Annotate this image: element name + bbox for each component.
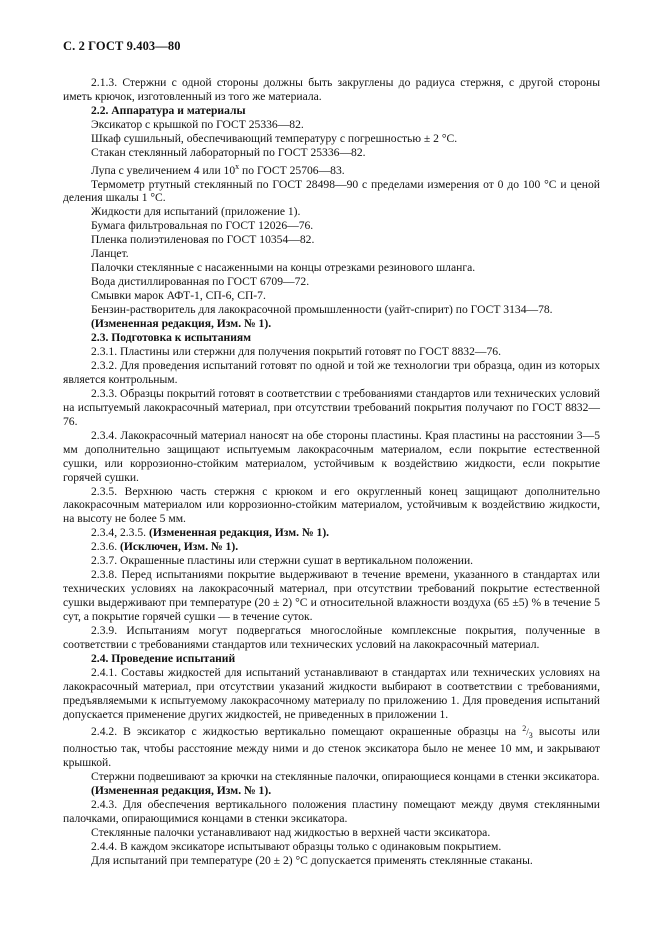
list-item: Термометр ртутный стеклянный по ГОСТ 28498—90 с пределами измерения от 0 до 100 °С и ценой деления шкалы 1 °С.: [63, 177, 600, 205]
clause-2-3-9: 2.3.9. Испытаниям могут подвергаться многослойные комплексные покрытия, полученные в соответствии с требованиями стандартов или технических условий на лакокрасочный материал.: [63, 624, 600, 651]
list-item-loupe: Лупа с увеличением 4 или $10^х$ по ГОСТ 25706—83.: [91, 161, 345, 177]
clause-2-3-1: 2.3.1. Пластины или стержни для получения покрытий готовят по ГОСТ 8832—76.: [91, 344, 501, 358]
amendment-note: (Измененная редакция, Изм. № 1).: [91, 784, 272, 798]
clause-2-3-2: 2.3.2. Для проведения испытаний готовят по одной и той же технологии три образца, один из которых является контрольным.: [63, 358, 600, 386]
clause-2-4-3: 2.4.3. Для обеспечения вертикального положения пластину помещают между двумя стеклянными палочками, опирающимися концами в стенки эксикатора.: [63, 798, 600, 826]
clause-2-3-6: 2.3.6. (Исключен, Изм. № 1).: [91, 540, 239, 554]
section-heading-2-4: 2.4. Проведение испытаний: [91, 651, 236, 665]
section-heading-2-2: 2.2. Аппаратура и материалы: [91, 103, 246, 117]
list-item: Бумага фильтровальная по ГОСТ 12026—76.: [91, 219, 314, 233]
page-header: С. 2 ГОСТ 9.403—80: [63, 39, 181, 53]
clause-2-3-4: 2.3.4. Лакокрасочный материал наносят на обе стороны пластины. Края пластины на расстоянии 3—5 мм дополнительно защищают испытуемым лакокрасочным материалом, если покрытие естественной сушки, или коррозионно-стойким материалом, устойчивым к воздействию жидкости, если покрытие горячей сушки.: [63, 428, 600, 484]
list-item: Шкаф сушильный, обеспечивающий температуру с погрешностью ± 2 °С.: [91, 131, 458, 145]
list-item: Палочки стеклянные с насаженными на концы отрезками резинового шланга.: [91, 261, 476, 275]
fraction-two-thirds: $^2/_3$: [522, 723, 533, 740]
document-body: [63, 76, 600, 868]
clause-2-1-3: 2.1.3. Стержни с одной стороны должны быть закруглены до радиуса стержня, с другой стороны иметь крючок, изготовленный из того же материала.: [63, 76, 600, 103]
list-item: Вода дистиллированная по ГОСТ 6709—72.: [91, 275, 310, 289]
amendment-note-2-3-4-2-3-5: 2.3.4, 2.3.5. (Измененная редакция, Изм. № 1).: [91, 526, 330, 540]
clause-2-4-4-beakers: Для испытаний при температуре (20 ± 2) °С допускается применять стеклянные стаканы.: [91, 854, 533, 868]
list-item: Пленка полиэтиленовая по ГОСТ 10354—82.: [91, 233, 315, 247]
list-item: Жидкости для испытаний (приложение 1).: [91, 205, 301, 219]
clause-2-3-7: 2.3.7. Окрашенные пластины или стержни сушат в вертикальном положении.: [91, 554, 474, 568]
amendment-note: (Измененная редакция, Изм. № 1).: [91, 317, 272, 331]
clause-2-4-1: 2.4.1. Составы жидкостей для испытаний устанавливают в стандартах или технических условиях на лакокрасочный материал, при отсутствии указаний жидкости выбирают в соответствии с требованиями, предъявляемыми к испытуемому лакокрасочному материалу по приложению 1. Для проведения испытаний допускается применение других жидкостей, не приведенных в приложении 1.: [63, 665, 600, 721]
section-heading-2-3: 2.3. Подготовка к испытаниям: [91, 331, 252, 345]
list-item: Бензин-растворитель для лакокрасочной промышленности (уайт-спирит) по ГОСТ 3134—78.: [91, 303, 553, 317]
clause-2-3-5: 2.3.5. Верхнюю часть стержня с крюком и его округленный конец защищают дополнительно лакокрасочным материалом или коррозионно-стойким материалом, устойчивым к воздействию жидкости, на высоту не более 5 мм.: [63, 484, 600, 526]
clause-2-4-4: 2.4.4. В каждом эксикаторе испытывают образцы только с одинаковым покрытием.: [91, 840, 502, 854]
list-item: Ланцет.: [91, 247, 129, 261]
clause-2-4-2: 2.4.2. В эксикатор с жидкостью вертикально помещают окрашенные образцы на $^2/_3$ высоты или полностью так, чтобы расстояние между ними и до стенок эксикатора было не менее 10 мм, и закрывают крышкой.: [63, 723, 600, 770]
list-item: Смывки марок АФТ-1, СП-6, СП-7.: [91, 289, 266, 303]
clause-2-3-8: 2.3.8. Перед испытаниями покрытие выдерживают в течение времени, указанного в стандартах или технических условиях на лакокрасочный материал, при отсутствии требований покрытие естественной сушки выдерживают при температуре (20 ± 2) °С и относительной влажности воздуха (65 ±5) % в течение 5 сут, а покрытие горячей сушки — в течение суток.: [63, 568, 600, 624]
clause-2-3-3: 2.3.3. Образцы покрытий готовят в соответствии с требованиями стандартов или технических условий на испытуемый лакокрасочный материал, при отсутствии требований покрытия получают по ГОСТ 8832—76.: [63, 386, 600, 428]
clause-2-4-3-rods: Стеклянные палочки устанавливают над жидкостью в верхней части эксикатора.: [91, 826, 491, 840]
clause-2-4-2-rods: Стержни подвешивают за крючки на стеклянные палочки, опирающиеся концами в стенки эксикатора.: [91, 770, 600, 784]
list-item: Стакан стеклянный лабораторный по ГОСТ 25336—82.: [91, 145, 366, 159]
list-item: Эксикатор с крышкой по ГОСТ 25336—82.: [91, 117, 304, 131]
